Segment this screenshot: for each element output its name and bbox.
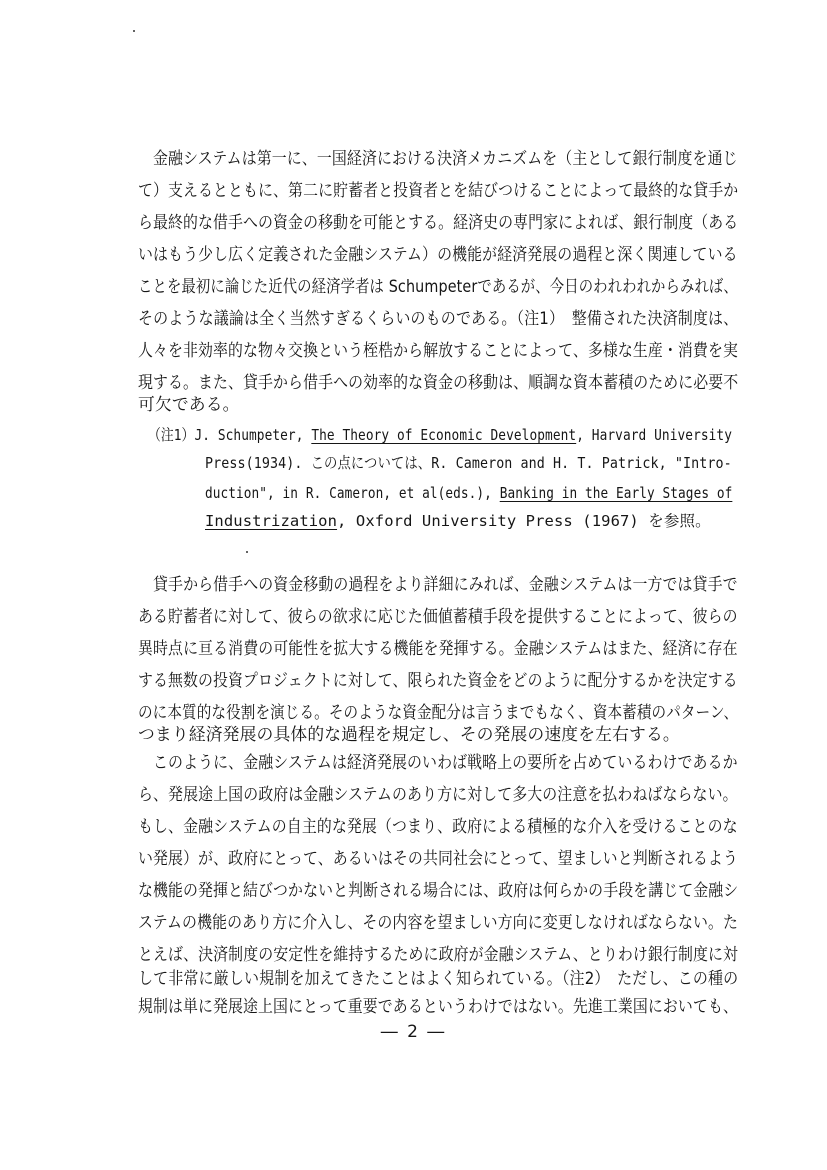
p2-line-3: 異時点に亘る消費の可能性を拡大する機能を発揮する。金融システムはまた、経済に存在	[138, 638, 738, 658]
p3-line-1: このように、金融システムは経済発展のいわば戦略上の要所を占めているわけであるか	[138, 752, 738, 772]
p1-line-6: そのような議論は全く当然すぎるくらいのものである。（注1） 整備された決済制度は、	[138, 308, 739, 328]
footnote-publisher: , Harvard University	[576, 426, 733, 444]
p1-line-7: 人々を非効率的な物々交換という桎梏から解放することによって、多様な生産・消費を実	[138, 340, 738, 360]
p2-line-4: する無数の投資プロジェクトに対して、限られた資金をどのように配分するかを決定する	[138, 670, 738, 690]
p3-line-7: とえば、決済制度の安定性を維持するために政府が金融システム、とりわけ銀行制度に対	[138, 944, 739, 964]
p1-line-4: いはもう少し広く定義された金融システム）の機能が経済発展の過程と深く関連している	[138, 244, 738, 264]
p1-line-5: ことを最初に論じた近代の経済学者は Schumpeterであるが、今日のわれわれからみれば、	[138, 276, 738, 296]
p1-line-1: 金融システムは第一に、一国経済における決済メカニズムを（主として銀行制度を通じ	[138, 148, 738, 168]
p3-line-3: もし、金融システムの自主的な発展（つまり、政府による積極的な介入を受けることのな	[138, 816, 738, 836]
p3-line-5: な機能の発揮と結びつかないと判断される場合には、政府は何らかの手段を講じて金融シ	[138, 880, 739, 900]
scan-speck	[246, 551, 248, 553]
footnote-line-1	[148, 424, 732, 446]
p3-line-2: ら、発展途上国の政府は金融システムのあり方に対して多大の注意を払わねばならない。	[138, 784, 738, 804]
footnote-line-2: Press(1934). この点については、R. Cameron and H. T. Patrick, "Intro-	[205, 454, 732, 472]
p1-line-9: 可欠である。	[138, 394, 240, 414]
p1-line-2: て）支えるとともに、第二に貯蓄者と投資者とを結びつけることによって最終的な貸手か	[138, 180, 739, 200]
p1-line-3: ら最終的な借手への資金の移動を可能とする。経済史の専門家によれば、銀行制度（ある	[138, 212, 739, 232]
footnote-author: J. Schumpeter,	[194, 426, 312, 444]
footnote-line-3-text: duction", in R. Cameron, et al(eds.),	[205, 484, 500, 502]
p3-line-9: 規制は単に発展途上国にとって重要であるというわけではない。先進工業国においても、	[138, 996, 738, 1016]
footnote-book-title: The Theory of Economic Development	[311, 426, 577, 444]
footnote-line-4	[205, 510, 711, 532]
footnote-line-4-text: , Oxford University Press (1967) を参照。	[337, 512, 711, 530]
p3-line-4: い発展）が、政府にとって、あるいはその共同社会にとって、望ましいと判断されるよう	[138, 848, 738, 868]
p3-line-6: ステムの機能のあり方に介入し、その内容を望ましい方向に変更しなければならない。た	[138, 912, 739, 932]
scan-speck	[133, 30, 135, 32]
footnote-chapter-title-cont: Industrization	[205, 512, 338, 530]
page-number: ― 2 ―	[380, 1022, 447, 1042]
footnote-chapter-title: Banking in the Early Stages of	[499, 484, 733, 502]
footnote-marker: （注1）	[148, 426, 195, 444]
p2-line-2: ある貯蓄者に対して、彼らの欲求に応じた価値蓄積手段を提供することによって、彼らの	[138, 606, 738, 626]
p2-line-6: つまり経済発展の具体的な過程を規定し、その発展の速度を左右する。	[138, 724, 680, 744]
p1-line-8: 現する。また、貸手から借手への効率的な資金の移動は、順調な資本蓄積のために必要不	[138, 372, 739, 392]
p2-line-5: のに本質的な役割を演じる。そのような資金配分は言うまでもなく、資本蓄積のパターン、	[138, 702, 739, 722]
p3-line-8: して非常に厳しい規制を加えてきたことはよく知られている。（注2） ただし、この種の	[138, 968, 739, 988]
p2-line-1: 貸手から借手への資金移動の過程をより詳細にみれば、金融システムは一方では貸手で	[138, 574, 738, 594]
footnote-line-3	[205, 482, 732, 504]
